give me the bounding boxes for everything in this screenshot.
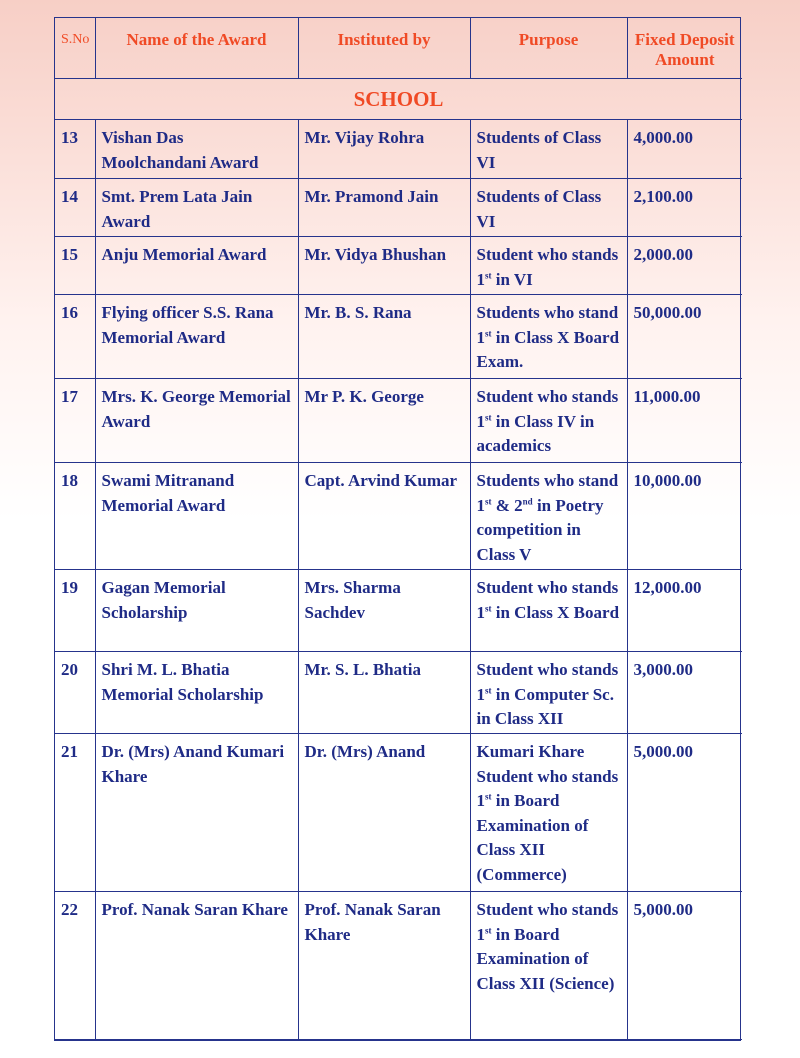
table-row xyxy=(55,295,742,379)
cell-sno: 20 xyxy=(55,652,95,734)
cell-amount: 11,000.00 xyxy=(627,379,742,463)
table-row xyxy=(55,570,742,652)
cell-amount: 2,100.00 xyxy=(627,179,742,237)
cell-amount: 2,000.00 xyxy=(627,237,742,295)
table-row xyxy=(55,734,742,892)
cell-instituted-by: Capt. Arvind Kumar xyxy=(298,463,470,570)
header-sno: S.No xyxy=(55,18,95,79)
cell-purpose: Student who stands 1st in Class IV in academics xyxy=(470,379,627,463)
cell-amount: 12,000.00 xyxy=(627,570,742,652)
cell-name: Shri M. L. Bhatia Memorial Scholarship xyxy=(95,652,298,734)
cell-name: Flying officer S.S. Rana Memorial Award xyxy=(95,295,298,379)
cell-purpose: Students of Class VI xyxy=(470,179,627,237)
cell-amount: 3,000.00 xyxy=(627,652,742,734)
cell-sno: 18 xyxy=(55,463,95,570)
cell-purpose: Student who stands 1st in Class X Board xyxy=(470,570,627,652)
cell-instituted-by: Mr. B. S. Rana xyxy=(298,295,470,379)
cell-amount: 10,000.00 xyxy=(627,463,742,570)
header-instituted-by: Instituted by xyxy=(298,18,470,79)
cell-purpose: Students who stand 1st in Class X Board Exam. xyxy=(470,295,627,379)
cell-instituted-by: Mr. Vijay Rohra xyxy=(298,120,470,179)
table-row xyxy=(55,179,742,237)
table-row xyxy=(55,120,742,179)
cell-instituted-by: Mr P. K. George xyxy=(298,379,470,463)
cell-sno: 14 xyxy=(55,179,95,237)
header-row xyxy=(55,18,742,79)
cell-name: Anju Memorial Award xyxy=(95,237,298,295)
cell-name: Smt. Prem Lata Jain Award xyxy=(95,179,298,237)
cell-instituted-by: Mr. Vidya Bhushan xyxy=(298,237,470,295)
cell-name: Dr. (Mrs) Anand Kumari Khare xyxy=(95,734,298,892)
cell-amount: 4,000.00 xyxy=(627,120,742,179)
cell-purpose: Students of Class VI xyxy=(470,120,627,179)
cell-purpose: Student who stands 1st in Board Examination of Class XII (Science) xyxy=(470,892,627,1040)
cell-sno: 16 xyxy=(55,295,95,379)
cell-instituted-by: Mr. S. L. Bhatia xyxy=(298,652,470,734)
section-title: SCHOOL xyxy=(55,79,742,120)
cell-purpose: Student who stands 1st in VI xyxy=(470,237,627,295)
cell-name: Vishan Das Moolchandani Award xyxy=(95,120,298,179)
cell-sno: 17 xyxy=(55,379,95,463)
cell-instituted-by: Mrs. Sharma Sachdev xyxy=(298,570,470,652)
cell-instituted-by: Prof. Nanak Saran Khare xyxy=(298,892,470,1040)
cell-sno: 15 xyxy=(55,237,95,295)
cell-sno: 19 xyxy=(55,570,95,652)
table-row xyxy=(55,652,742,734)
cell-purpose: Students who stand 1st & 2nd in Poetry competition in Class V xyxy=(470,463,627,570)
awards-table-frame xyxy=(54,17,741,1041)
cell-instituted-by: Mr. Pramond Jain xyxy=(298,179,470,237)
header-amount: Fixed Deposit Amount xyxy=(627,18,742,79)
cell-sno: 22 xyxy=(55,892,95,1040)
section-row xyxy=(55,79,742,120)
cell-sno: 13 xyxy=(55,120,95,179)
table-row xyxy=(55,892,742,1040)
cell-name: Swami Mitranand Memorial Award xyxy=(95,463,298,570)
table-row xyxy=(55,379,742,463)
cell-name: Gagan Memorial Scholarship xyxy=(95,570,298,652)
table-row xyxy=(55,463,742,570)
header-name: Name of the Award xyxy=(95,18,298,79)
cell-amount: 5,000.00 xyxy=(627,734,742,892)
cell-name: Mrs. K. George Memorial Award xyxy=(95,379,298,463)
cell-purpose: Kumari Khare Student who stands 1st in Board Examination of Class XII (Commerce) xyxy=(470,734,627,892)
cell-sno: 21 xyxy=(55,734,95,892)
cell-amount: 5,000.00 xyxy=(627,892,742,1040)
awards-table xyxy=(55,18,742,1040)
cell-purpose: Student who stands 1st in Computer Sc. in Class XII xyxy=(470,652,627,734)
cell-name: Prof. Nanak Saran Khare xyxy=(95,892,298,1040)
header-purpose: Purpose xyxy=(470,18,627,79)
table-row xyxy=(55,237,742,295)
cell-amount: 50,000.00 xyxy=(627,295,742,379)
cell-instituted-by: Dr. (Mrs) Anand xyxy=(298,734,470,892)
